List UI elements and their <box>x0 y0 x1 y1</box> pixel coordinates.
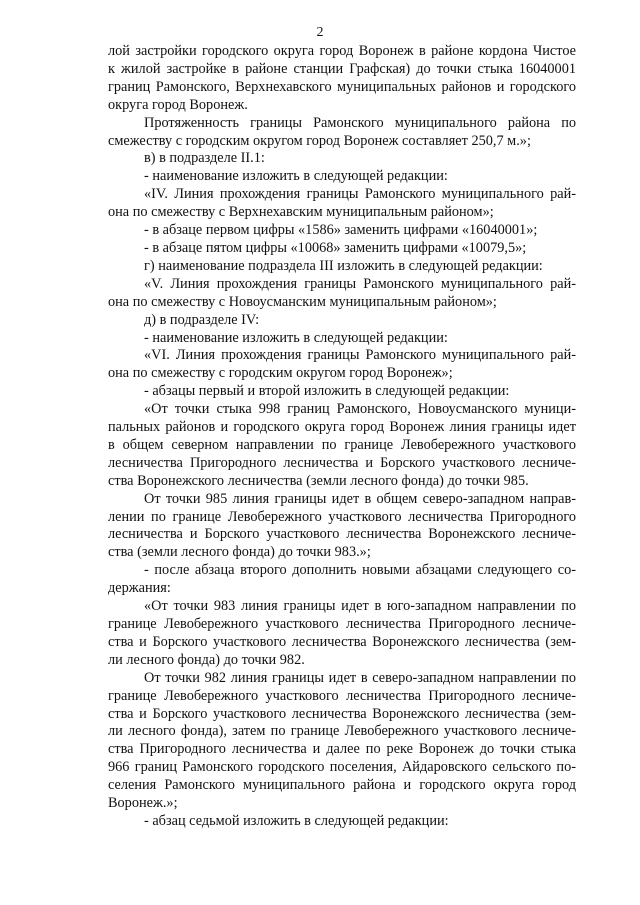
text-line: она по смежеству с Новоусманским муниципальным районом»; <box>108 293 497 310</box>
text-line: селения Рамонского муниципального района и городского округа город <box>108 777 576 794</box>
text-line: ли лесного фонда), затем по границе Левобережного участкового лесниче- <box>108 723 576 740</box>
text-line: - абзац седьмой изложить в следующей редакции: <box>144 812 449 829</box>
text-line: округа город Воронеж. <box>108 96 248 113</box>
text-line: Протяженность границы Рамонского муниципального района по <box>144 114 576 131</box>
text-line: д) в подразделе IV: <box>144 311 260 328</box>
text-line: - абзацы первый и второй изложить в следующей редакции: <box>144 383 510 400</box>
text-line: 966 границ Рамонского городского поселения, Айдаровского сельского по- <box>108 759 576 776</box>
text-line: ства Воронежского лесничества (земли лесного фонда) до точки 985. <box>108 472 529 489</box>
text-line: смежеству с городским округом город Воронеж составляет 250,7 м.»; <box>108 132 531 149</box>
text-line: границ Рамонского, Верхнехавского муниципальных районов и городского <box>108 78 576 95</box>
text-line: ства (земли лесного фонда) до точки 983.»; <box>108 544 371 561</box>
text-line: «От точки стыка 998 границ Рамонского, Новоусманского муници- <box>144 401 576 418</box>
text-line: г) наименование подраздела III изложить в следующей редакции: <box>144 257 543 274</box>
text-line: - наименование изложить в следующей редакции: <box>144 168 448 185</box>
text-line: в общем северном направлении по границе Левобережного участкового <box>108 436 576 453</box>
page-number: 2 <box>316 25 324 40</box>
text-line: - в абзаце пятом цифры «10068» заменить цифрами «10079,5»; <box>144 239 527 256</box>
text-line: лой застройки городского округа город Воронеж в районе кордона Чистое <box>108 43 576 59</box>
text-line: границе Левобережного участкового лесничества Пригородного лесниче- <box>108 616 576 632</box>
text-line: - в абзаце первом цифры «1586» заменить цифрами «16040001»; <box>144 222 538 239</box>
text-line: - наименование изложить в следующей редакции: <box>144 329 448 346</box>
text-line: лесничества Пригородного лесничества и Борского участкового лесниче- <box>108 454 576 471</box>
text-line: - после абзаца второго дополнить новыми абзацами следующего со- <box>144 562 576 579</box>
text-line: «IV. Линия прохождения границы Рамонского муниципального рай- <box>144 186 576 203</box>
text-line: ства и Борского участкового лесничества Воронежского лесничества (зем- <box>108 705 576 722</box>
text-line: ства Пригородного лесничества и далее по реке Воронеж до точки стыка <box>108 741 576 758</box>
text-line: ства и Борского участкового лесничества Воронежского лесничества (зем- <box>108 633 576 650</box>
text-line: ли лесного фонда) до точки 982. <box>108 651 305 668</box>
text-line: лении по границе Левобережного участкового лесничества Пригородного <box>108 508 576 525</box>
text-line: «От точки 983 линия границы идет в юго-западном направлении по <box>144 598 576 615</box>
text-line: к жилой застройке в районе станции Графская) до точки стыка 16040001 <box>108 60 576 77</box>
text-line: «V. Линия прохождения границы Рамонского муниципального рай- <box>144 275 576 292</box>
text-line: лесничества и Борского участкового лесничества Воронежского лесниче- <box>108 526 576 543</box>
text-line: «VI. Линия прохождения границы Рамонского муниципального рай- <box>144 347 576 364</box>
document-body <box>108 43 576 831</box>
text-line: границе Левобережного участкового лесничества Пригородного лесниче- <box>108 687 576 704</box>
text-line: она по смежеству с Верхнехавским муниципальным районом»; <box>108 204 494 221</box>
text-line: держания: <box>108 580 171 597</box>
text-line: пальных районов и городского округа город Воронеж линия границы идет <box>108 419 576 436</box>
text-line: в) в подразделе II.1: <box>144 150 265 167</box>
text-line: От точки 982 линия границы идет в северо-западном направлении по <box>144 669 576 686</box>
text-line: От точки 985 линия границы идет в общем северо-западном направ- <box>144 490 576 507</box>
text-line: она по смежеству с городским округом город Воронеж»; <box>108 365 453 382</box>
text-line: Воронеж.»; <box>108 795 178 812</box>
